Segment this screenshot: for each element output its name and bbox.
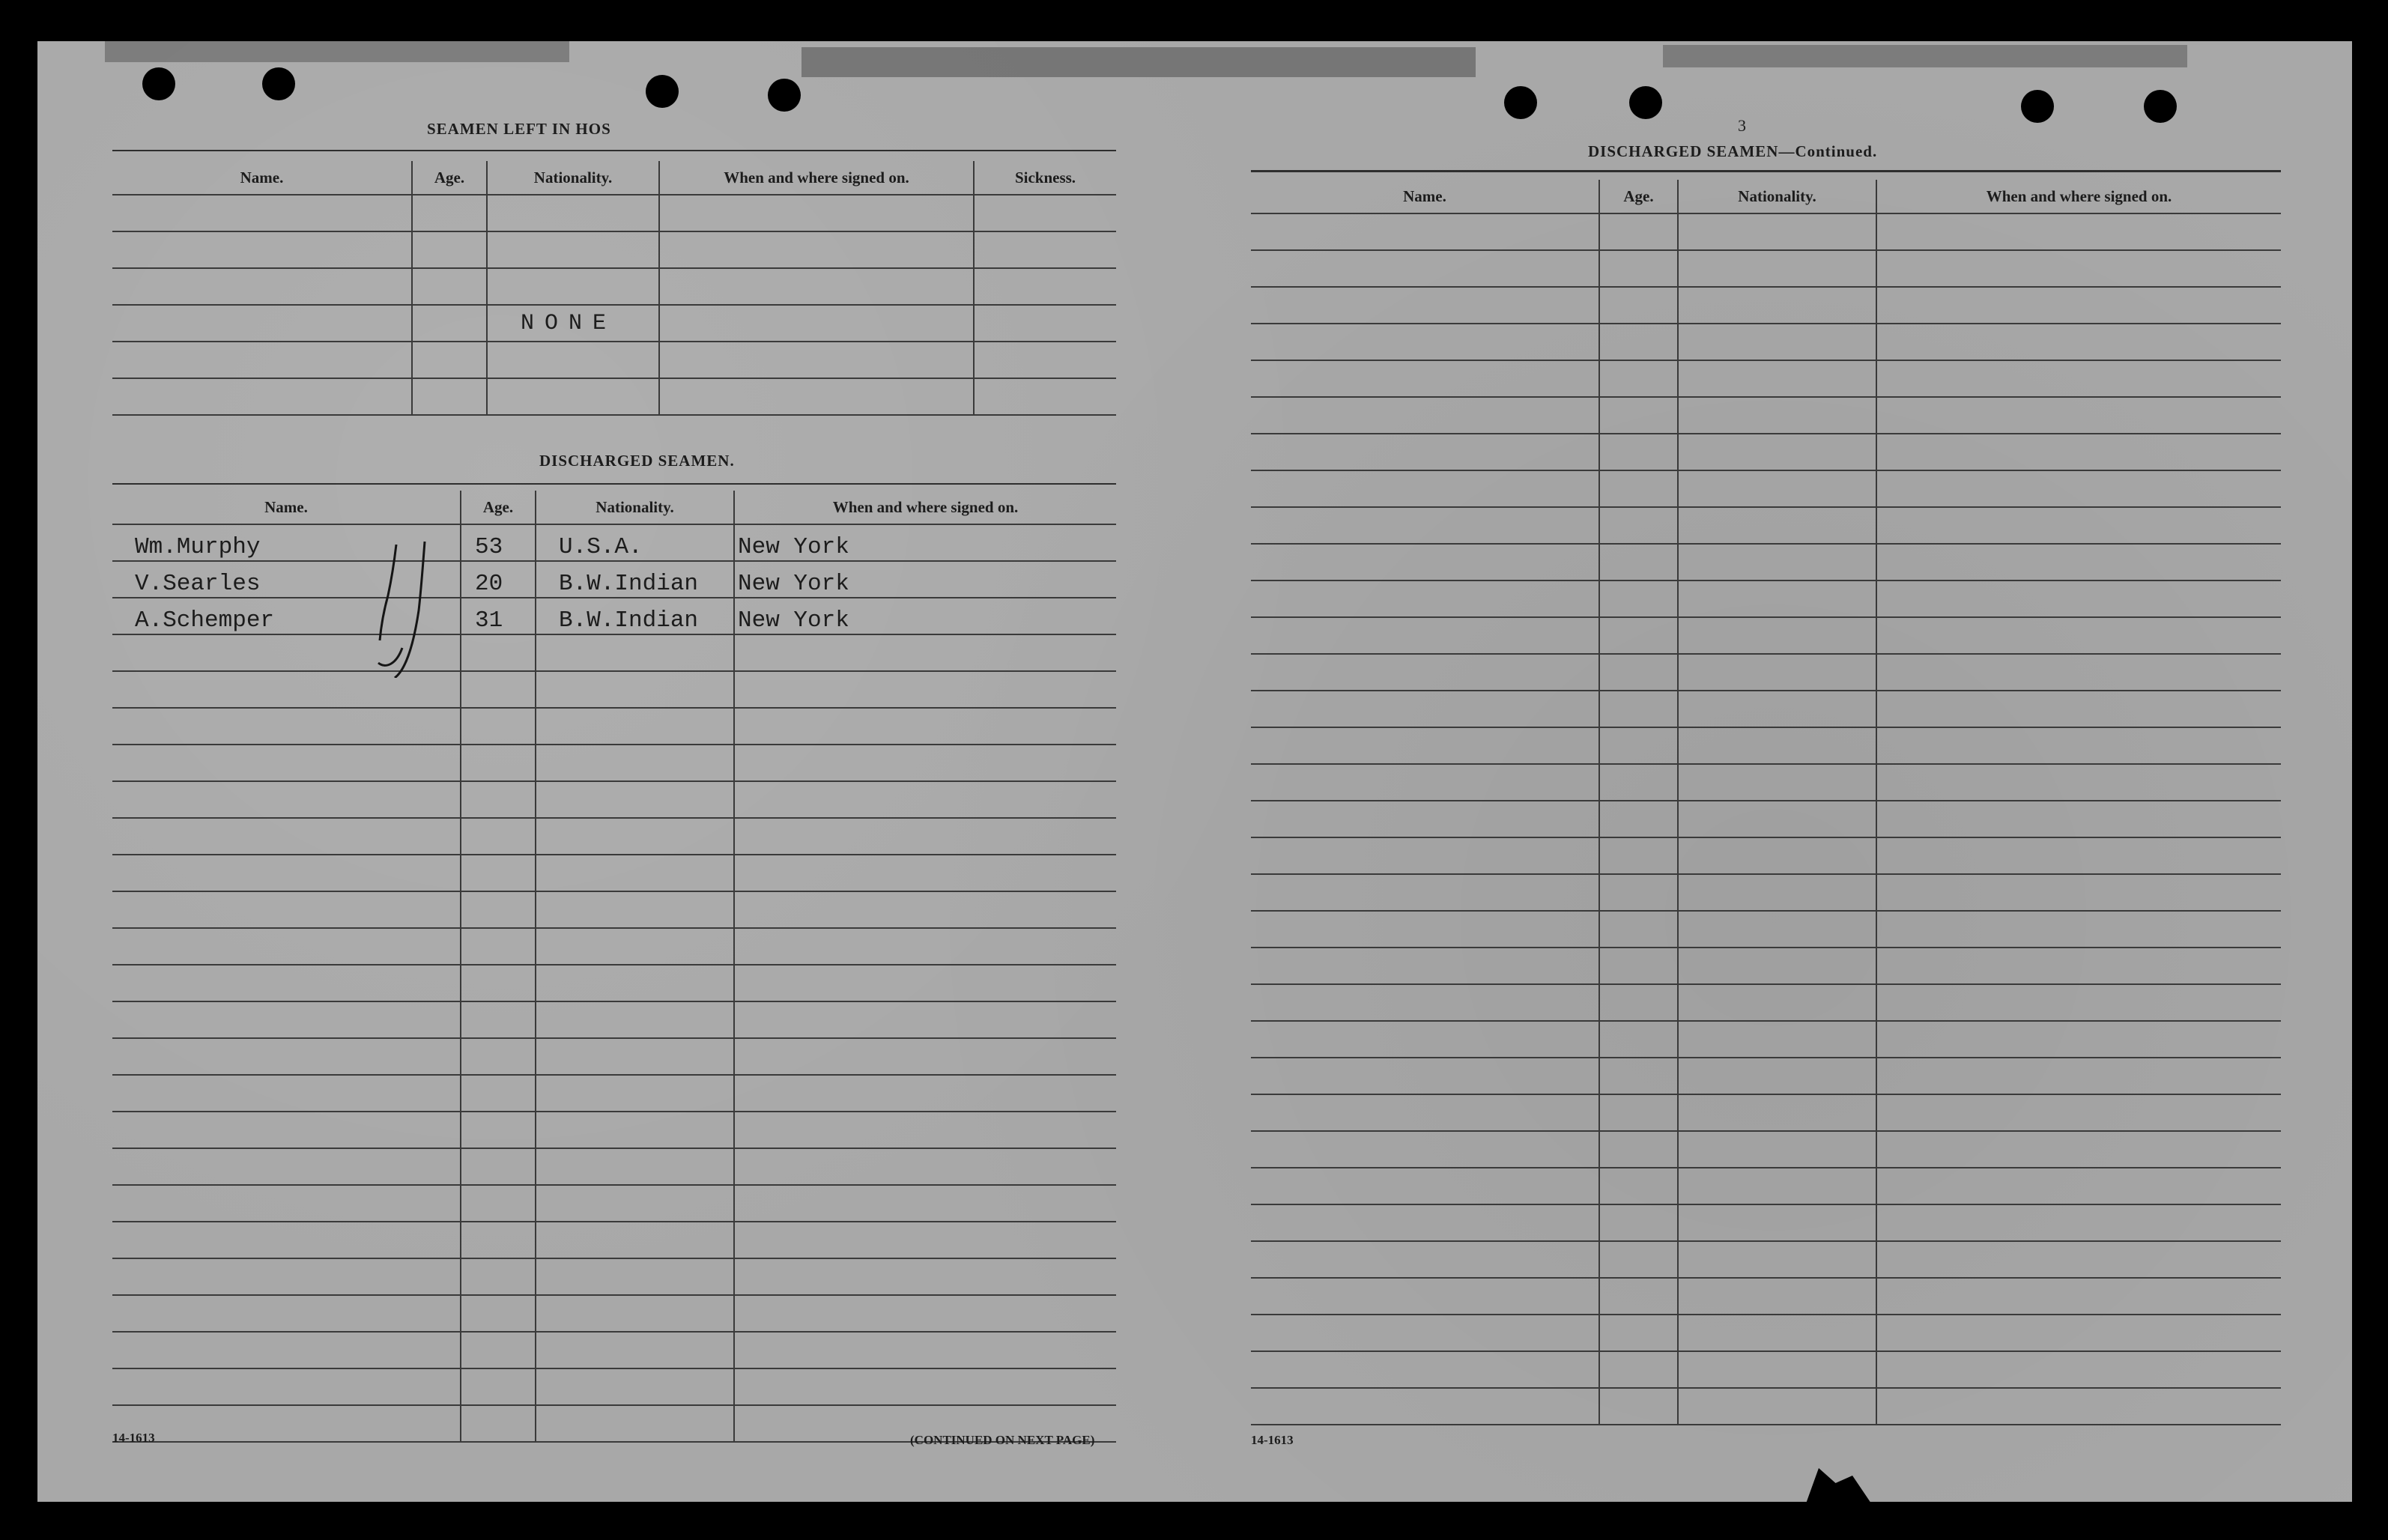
none-entry: NONE [521,311,617,336]
empty-row [112,1185,1116,1222]
hospital-section-title: SEAMEN LEFT IN HOS [427,120,611,138]
empty-row [112,1001,1116,1038]
empty-row [1251,1058,2281,1094]
empty-row [112,1112,1116,1148]
continued-note: (CONTINUED ON NEXT PAGE) [910,1433,1095,1447]
table-row [112,598,1116,634]
empty-row [1251,1278,2281,1315]
empty-row [1251,250,2281,287]
empty-row [1251,617,2281,654]
empty-row [1251,360,2281,397]
empty-row [1251,1094,2281,1131]
empty-row [112,1258,1116,1295]
empty-row [1251,1021,2281,1058]
col-age: Age. [1599,180,1678,213]
right-page [1251,41,2322,1502]
empty-row [112,1075,1116,1112]
discharged-section-title: DISCHARGED SEAMEN. [539,452,735,470]
seaman-signed-on: New York [734,598,1116,634]
empty-row [1251,691,2281,727]
col-sickness: Sickness. [974,161,1116,195]
empty-row [1251,654,2281,691]
empty-row [1251,837,2281,874]
seaman-age: 31 [461,598,536,634]
empty-row [112,1038,1116,1075]
col-name: Name. [112,491,461,524]
seaman-name: Wm.Murphy [112,524,461,561]
empty-row [112,965,1116,1001]
col-signed-on: When and where signed on. [659,161,974,195]
top-rule [112,150,1116,151]
empty-row [112,1222,1116,1258]
empty-row [112,634,1116,671]
empty-row [1251,1388,2281,1425]
empty-row [1251,434,2281,470]
form-number: 14-1613 [1251,1433,1294,1447]
col-signed-on: When and where signed on. [1876,180,2281,213]
seaman-nationality: B.W.Indian [536,598,734,634]
top-rule [1251,170,2281,172]
empty-row [1251,544,2281,580]
discharged-rule [112,483,1116,485]
table-row [112,524,1116,561]
empty-row [1251,1315,2281,1351]
empty-row [112,818,1116,855]
seaman-nationality: B.W.Indian [536,561,734,598]
seaman-age: 53 [461,524,536,561]
empty-row [1251,984,2281,1021]
continued-section-title: DISCHARGED SEAMEN—Continued. [1588,142,1878,160]
empty-row [1251,1131,2281,1168]
empty-row [1251,507,2281,544]
seaman-age: 20 [461,561,536,598]
form-number: 14-1613 [112,1431,155,1445]
col-age: Age. [461,491,536,524]
document-sheet [37,41,2352,1502]
col-name: Name. [112,161,412,195]
seaman-signed-on: New York [734,524,1116,561]
col-name: Name. [1251,180,1599,213]
empty-row [1251,727,2281,764]
empty-row [1251,1241,2281,1278]
empty-row [1251,580,2281,617]
seaman-name: A.Schemper [112,598,461,634]
seaman-signed-on: New York [734,561,1116,598]
seaman-nationality: U.S.A. [536,524,734,561]
empty-row [112,891,1116,928]
empty-row [1251,213,2281,250]
table-row [112,268,1116,305]
table-row [112,195,1116,231]
left-page [112,41,1161,1502]
table-row [112,231,1116,268]
empty-row [1251,1351,2281,1388]
empty-row [112,1295,1116,1332]
empty-row [1251,1204,2281,1241]
page-number: 3 [1738,116,1747,135]
empty-row [1251,287,2281,324]
empty-row [1251,764,2281,801]
empty-row [112,708,1116,745]
empty-row [112,1368,1116,1405]
continued-table [1251,180,2281,1425]
hospital-table [112,161,1116,416]
empty-row [112,781,1116,818]
empty-row [1251,470,2281,507]
empty-row [1251,948,2281,984]
empty-row [112,1332,1116,1368]
table-row [112,378,1116,415]
empty-row [112,928,1116,965]
empty-row [1251,397,2281,434]
empty-row [112,855,1116,891]
empty-row [112,745,1116,781]
empty-row [1251,911,2281,948]
empty-row [1251,801,2281,837]
discharged-table [112,491,1116,1443]
col-age: Age. [412,161,487,195]
table-row [112,561,1116,598]
col-nationality: Nationality. [487,161,659,195]
seaman-name: V.Searles [112,561,461,598]
col-nationality: Nationality. [536,491,734,524]
empty-row [112,671,1116,708]
empty-row [1251,1168,2281,1204]
table-row [112,342,1116,378]
empty-row [1251,874,2281,911]
empty-row [112,1148,1116,1185]
col-nationality: Nationality. [1678,180,1876,213]
col-signed-on: When and where signed on. [734,491,1116,524]
empty-row [1251,324,2281,360]
check-mark-icon [363,536,431,678]
